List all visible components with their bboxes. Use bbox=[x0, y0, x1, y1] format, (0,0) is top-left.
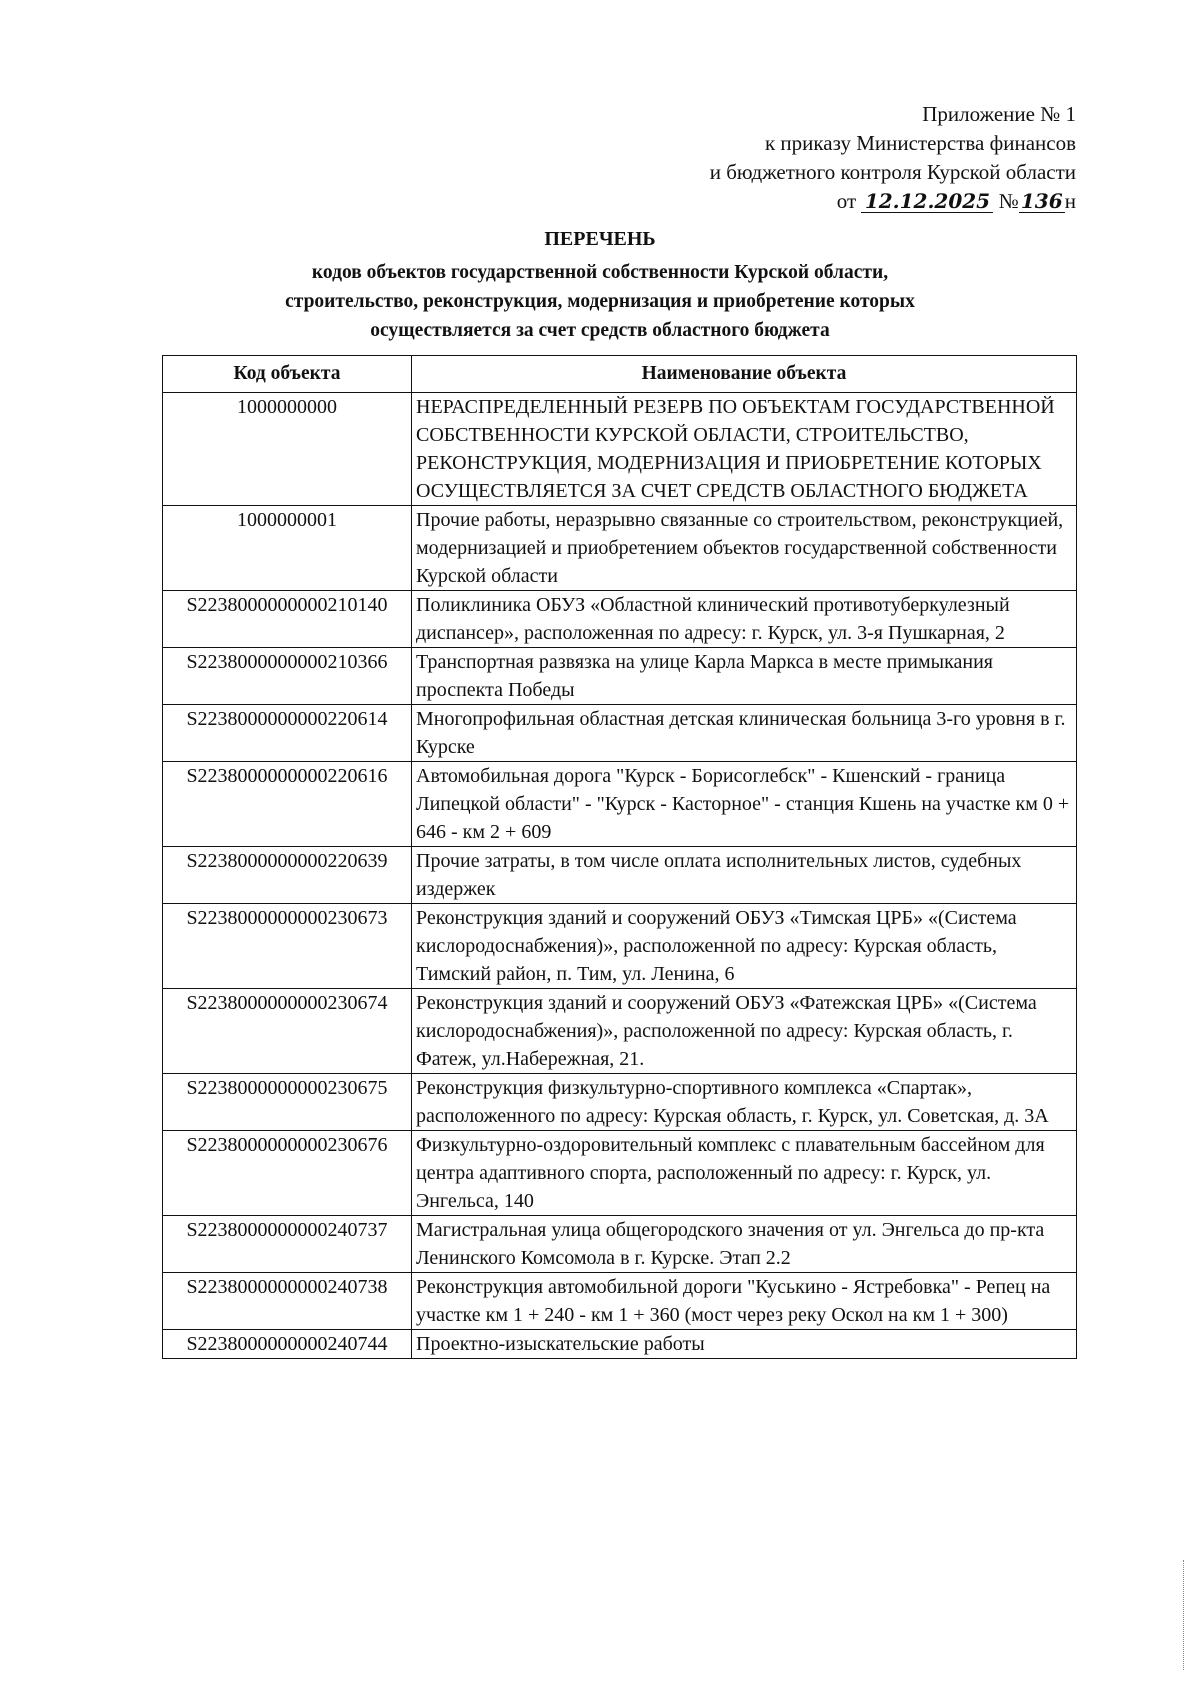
object-code: 1000000000 bbox=[163, 393, 412, 506]
object-codes-table bbox=[162, 355, 1077, 1359]
header-name: Наименование объекта bbox=[412, 356, 1077, 393]
table-row bbox=[163, 989, 1077, 1074]
object-name: Прочие затраты, в том числе оплата исполнительных листов, судебных издержек bbox=[412, 847, 1077, 904]
object-name: Автомобильная дорога "Курск - Борисоглебск" - Кшенский - граница Липецкой области" - "Курск - Касторное" - станция Кшень на участке км 0 + 646 - км 2 + 609 bbox=[412, 762, 1077, 847]
object-name: Прочие работы, неразрывно связанные со строительством, реконструкцией, модернизацией и приобретением объектов государственной собственности Курской области bbox=[412, 506, 1077, 591]
object-code: 1000000001 bbox=[163, 506, 412, 591]
table-row bbox=[163, 1131, 1077, 1216]
object-code: S2238000000000240744 bbox=[163, 1330, 412, 1359]
object-code: S2238000000000230676 bbox=[163, 1131, 412, 1216]
document-title: ПЕРЕЧЕНЬ bbox=[544, 228, 656, 250]
table-header-row bbox=[163, 356, 1077, 393]
table-row bbox=[163, 1273, 1077, 1330]
object-code: S2238000000000240737 bbox=[163, 1216, 412, 1273]
table-row bbox=[163, 1074, 1077, 1131]
object-name: Реконструкция автомобильной дороги "Куськино - Ястребовка" - Репец на участке км 1 + 240 - км 1 + 360 (мост через реку Оскол на км 1 + 300) bbox=[412, 1273, 1077, 1330]
table-row bbox=[163, 1216, 1077, 1273]
table-row bbox=[163, 904, 1077, 989]
object-code: S2238000000000220639 bbox=[163, 847, 412, 904]
subtitle-line-1: кодов объектов государственной собственности Курской области, bbox=[311, 262, 889, 283]
handwritten-date: 12.12.2025 bbox=[861, 190, 993, 213]
scan-edge-mark bbox=[1183, 1560, 1186, 1670]
document-subtitle bbox=[200, 258, 1000, 345]
number-suffix: н bbox=[1064, 189, 1076, 213]
object-name: Многопрофильная областная детская клиническая больница 3-го уровня в г. Курске bbox=[412, 705, 1077, 762]
object-name: Реконструкция физкультурно-спортивного комплекса «Спартак», расположенного по адресу: Курская область, г. Курск, ул. Советская, д. 3А bbox=[412, 1074, 1077, 1131]
subtitle-line-3: осуществляется за счет средств областного бюджета bbox=[370, 320, 830, 341]
object-code: S2238000000000240738 bbox=[163, 1273, 412, 1330]
number-prefix: № bbox=[998, 189, 1019, 213]
table-row bbox=[163, 847, 1077, 904]
table-row bbox=[163, 506, 1077, 591]
subtitle-line-2: строительство, реконструкция, модернизация и приобретение которых bbox=[285, 291, 915, 312]
table-row bbox=[163, 1330, 1077, 1359]
appendix-block bbox=[710, 100, 1076, 216]
table-row bbox=[163, 762, 1077, 847]
table-row bbox=[163, 393, 1077, 506]
object-name: Поликлиника ОБУЗ «Областной клинический противотуберкулезный диспансер», расположенная по адресу: г. Курск, ул. 3-я Пушкарная, 2 bbox=[412, 591, 1077, 648]
handwritten-number: 136 bbox=[1019, 190, 1065, 213]
table-row bbox=[163, 705, 1077, 762]
object-code: S2238000000000230675 bbox=[163, 1074, 412, 1131]
object-code: S2238000000000220614 bbox=[163, 705, 412, 762]
appendix-date-line bbox=[710, 187, 1076, 216]
object-code: S2238000000000230674 bbox=[163, 989, 412, 1074]
object-code: S2238000000000220616 bbox=[163, 762, 412, 847]
table-row bbox=[163, 591, 1077, 648]
appendix-line-3: и бюджетного контроля Курской области bbox=[709, 160, 1076, 184]
table-row bbox=[163, 648, 1077, 705]
appendix-line-1: Приложение № 1 bbox=[922, 102, 1076, 126]
object-name: Проектно-изыскательские работы bbox=[412, 1330, 1077, 1359]
appendix-line-2: к приказу Министерства финансов bbox=[764, 131, 1076, 155]
header-code: Код объекта bbox=[163, 356, 412, 393]
object-name: Реконструкция зданий и сооружений ОБУЗ «Фатежская ЦРБ» «(Система кислородоснабжения)», расположенной по адресу: Курская область, г. Фатеж, ул.Набережная, 21. bbox=[412, 989, 1077, 1074]
object-name: НЕРАСПРЕДЕЛЕННЫЙ РЕЗЕРВ ПО ОБЪЕКТАМ ГОСУДАРСТВЕННОЙ СОБСТВЕННОСТИ КУРСКОЙ ОБЛАСТИ, СТРОИТЕЛЬСТВО, РЕКОНСТРУКЦИЯ, МОДЕРНИЗАЦИЯ И ПРИОБРЕТЕНИЕ КОТОРЫХ ОСУЩЕСТВЛЯЕТСЯ ЗА СЧЕТ СРЕДСТВ ОБЛАСТНОГО БЮДЖЕТА bbox=[412, 393, 1077, 506]
object-name: Транспортная развязка на улице Карла Маркса в месте примыкания проспекта Победы bbox=[412, 648, 1077, 705]
object-code: S2238000000000210366 bbox=[163, 648, 412, 705]
object-code: S2238000000000230673 bbox=[163, 904, 412, 989]
date-prefix: от bbox=[836, 189, 857, 213]
object-name: Физкультурно-оздоровительный комплекс с плавательным бассейном для центра адаптивного спорта, расположенный по адресу: г. Курск, ул. Энгельса, 140 bbox=[412, 1131, 1077, 1216]
object-name: Магистральная улица общегородского значения от ул. Энгельса до пр-кта Ленинского Комсомола в г. Курске. Этап 2.2 bbox=[412, 1216, 1077, 1273]
object-name: Реконструкция зданий и сооружений ОБУЗ «Тимская ЦРБ» «(Система кислородоснабжения)», расположенной по адресу: Курская область, Тимский район, п. Тим, ул. Ленина, 6 bbox=[412, 904, 1077, 989]
object-code: S2238000000000210140 bbox=[163, 591, 412, 648]
